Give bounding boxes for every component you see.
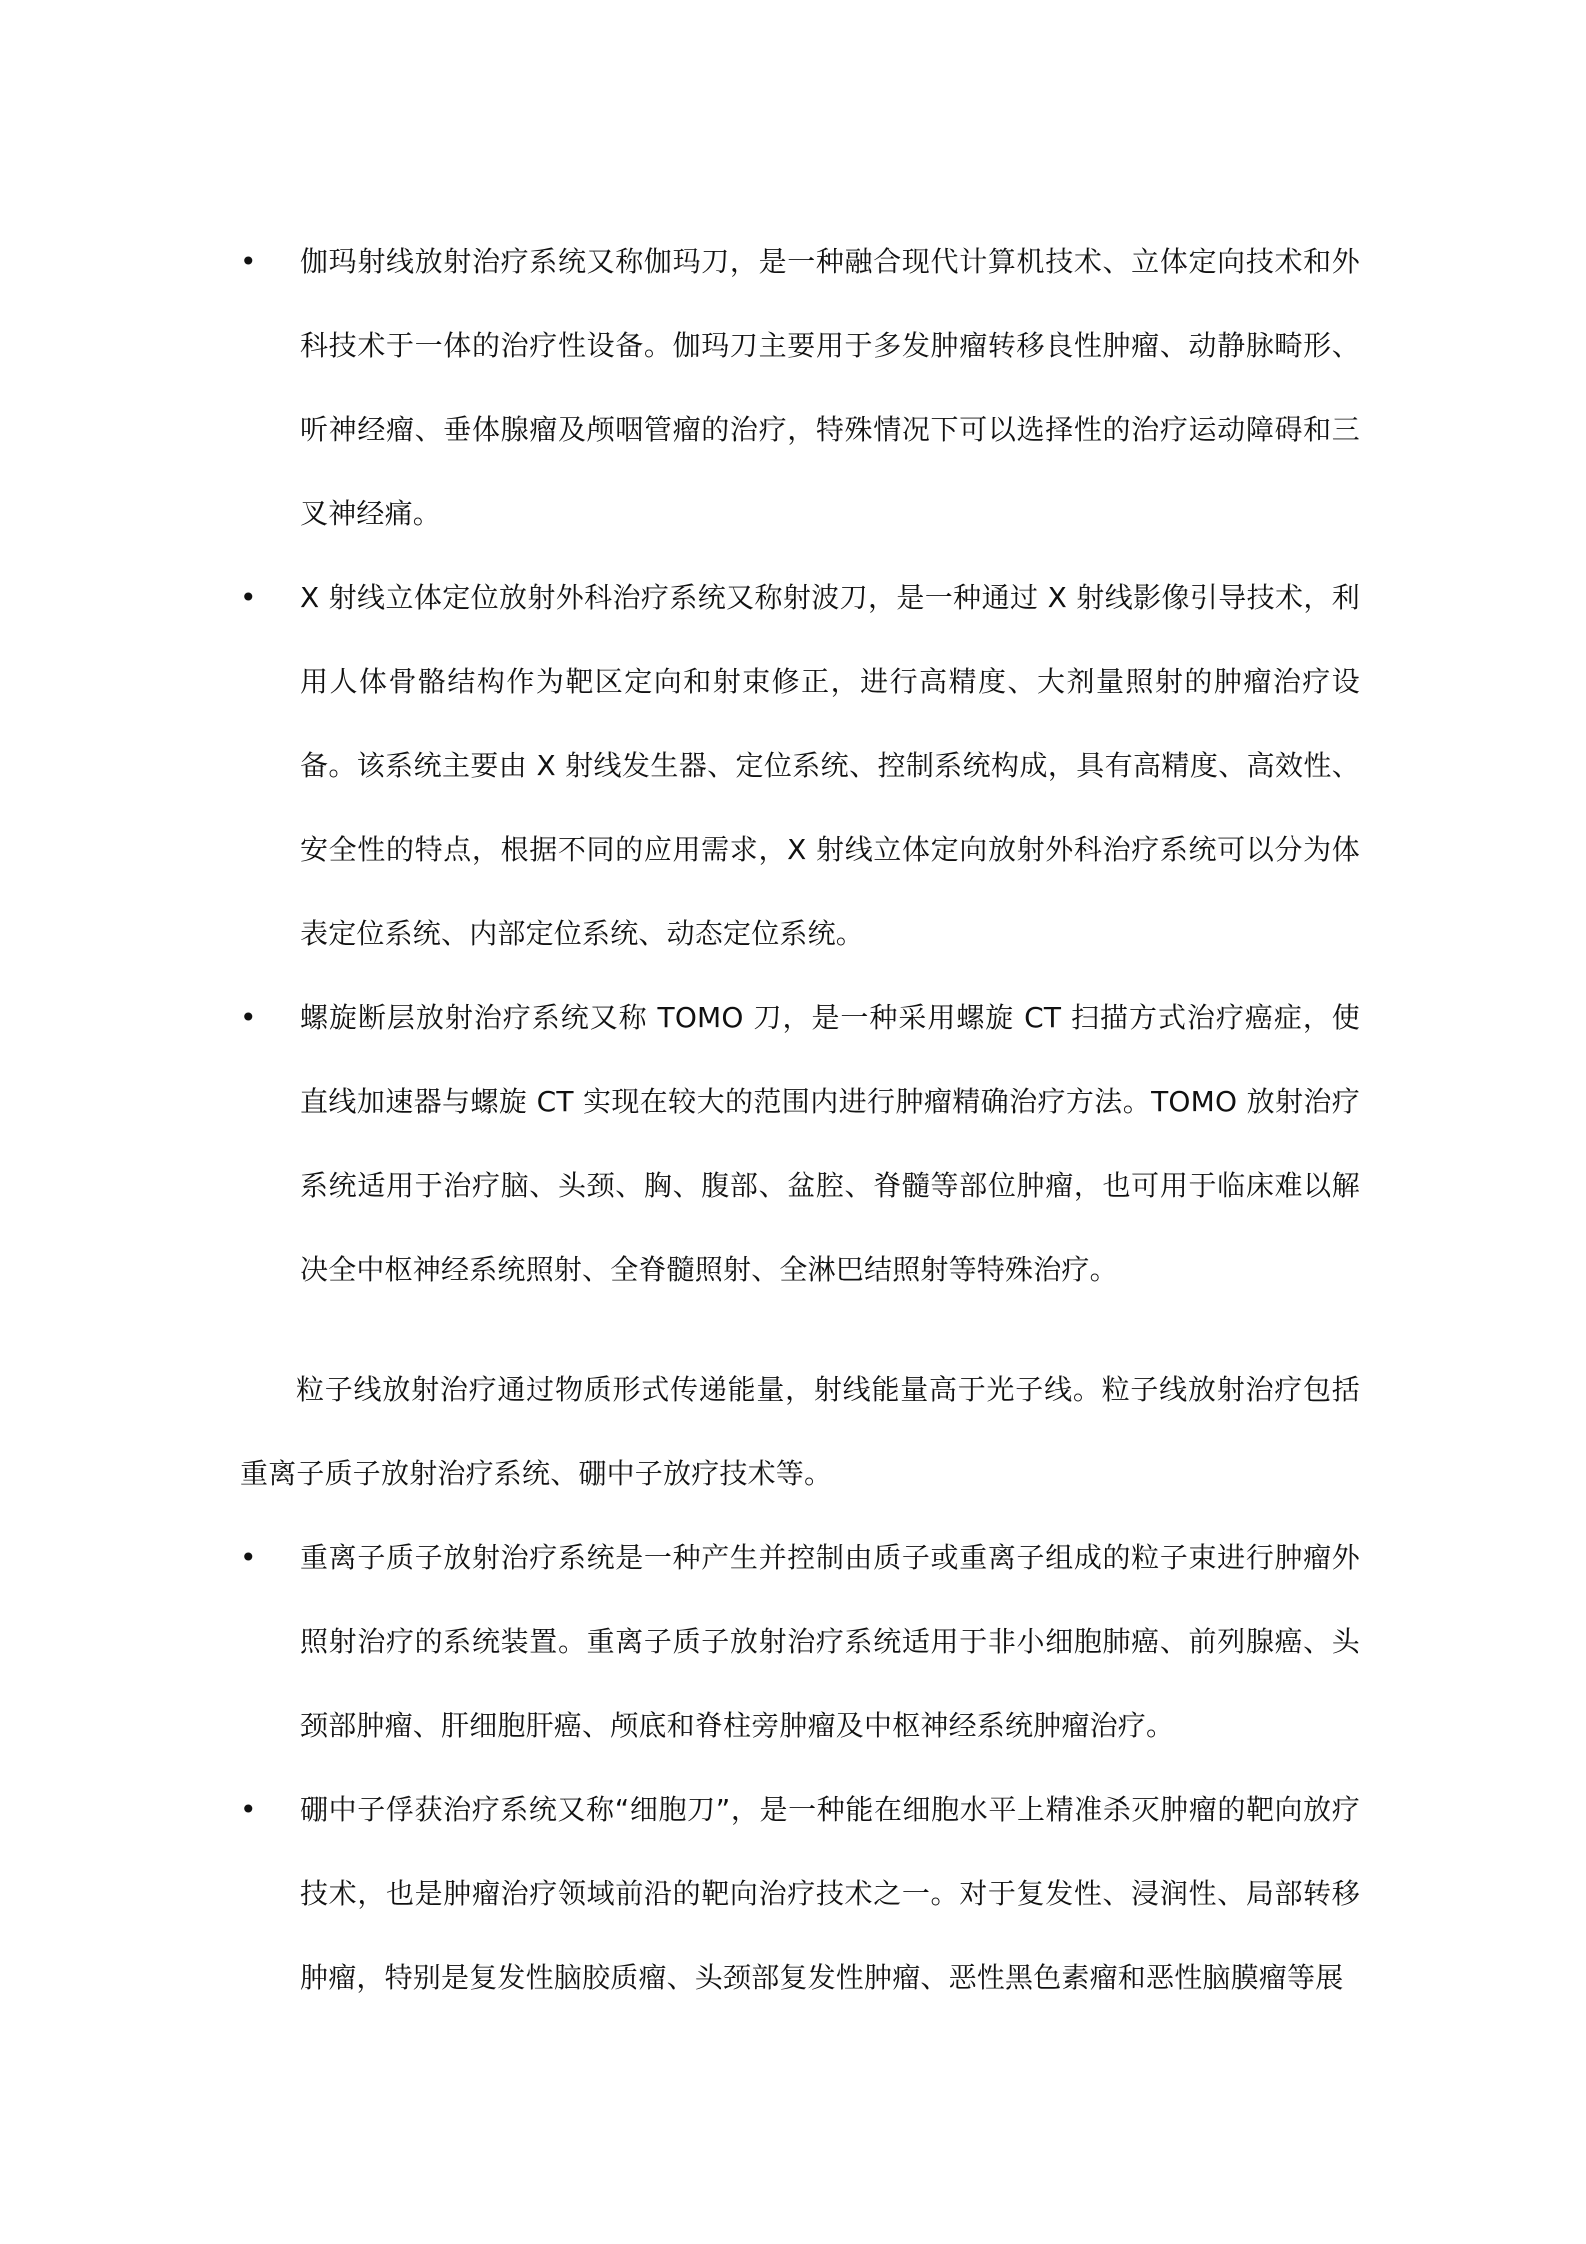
list-item <box>240 220 1360 556</box>
bullet-icon: • <box>240 1541 257 1574</box>
list-item <box>240 976 1360 1312</box>
list-item <box>240 1768 1360 2020</box>
bullet-icon: • <box>240 581 257 614</box>
bullet-icon: • <box>240 245 257 278</box>
list-item <box>240 556 1360 976</box>
bullet-icon: • <box>240 1793 257 1826</box>
bullet-icon: • <box>240 1001 257 1034</box>
list-item-text: 伽玛射线放射治疗系统又称伽玛刀，是一种融合现代计算机技术、立体定向技术和外科技术于一体的治疗性设备。伽玛刀主要用于多发肿瘤转移良性肿瘤、动静脉畸形、听神经瘤、垂体腺瘤及颅咽管瘤的治疗，特殊情况下可以选择性的治疗运动障碍和三叉神经痛。 <box>300 245 1360 530</box>
list-item-text: 螺旋断层放射治疗系统又称 TOMO 刀，是一种采用螺旋 CT 扫描方式治疗癌症，使直线加速器与螺旋 CT 实现在较大的范围内进行肿瘤精确治疗方法。TOMO 放射治疗系统适用于治疗脑、头颈、胸、腹部、盆腔、脊髓等部位肿瘤，也可用于临床难以解决全中枢神经系统照射、全脊髓照射、全淋巴结照射等特殊治疗。 <box>300 1001 1360 1286</box>
list-item <box>240 1516 1360 1768</box>
page-content <box>240 220 1360 2020</box>
list-item-text: X 射线立体定位放射外科治疗系统又称射波刀，是一种通过 X 射线影像引导技术，利用人体骨骼结构作为靶区定向和射束修正，进行高精度、大剂量照射的肿瘤治疗设备。该系统主要由 X 射线发生器、定位系统、控制系统构成，具有高精度、高效性、安全性的特点，根据不同的应用需求，X 射线立体定向放射外科治疗系统可以分为体表定位系统、内部定位系统、动态定位系统。 <box>300 581 1360 950</box>
list-item-text: 硼中子俘获治疗系统又称“细胞刀”，是一种能在细胞水平上精准杀灭肿瘤的靶向放疗技术，也是肿瘤治疗领域前沿的靶向治疗技术之一。对于复发性、浸润性、局部转移肿瘤，特别是复发性脑胶质瘤、头颈部复发性肿瘤、恶性黑色素瘤和恶性脑膜瘤等展 <box>300 1793 1360 1994</box>
list-item-text: 重离子质子放射治疗系统是一种产生并控制由质子或重离子组成的粒子束进行肿瘤外照射治疗的系统装置。重离子质子放射治疗系统适用于非小细胞肺癌、前列腺癌、头颈部肿瘤、肝细胞肝癌、颅底和脊柱旁肿瘤及中枢神经系统肿瘤治疗。 <box>300 1541 1360 1742</box>
spacer <box>240 1312 1360 1348</box>
body-paragraph: 粒子线放射治疗通过物质形式传递能量，射线能量高于光子线。粒子线放射治疗包括重离子质子放射治疗系统、硼中子放疗技术等。 <box>240 1373 1360 1490</box>
